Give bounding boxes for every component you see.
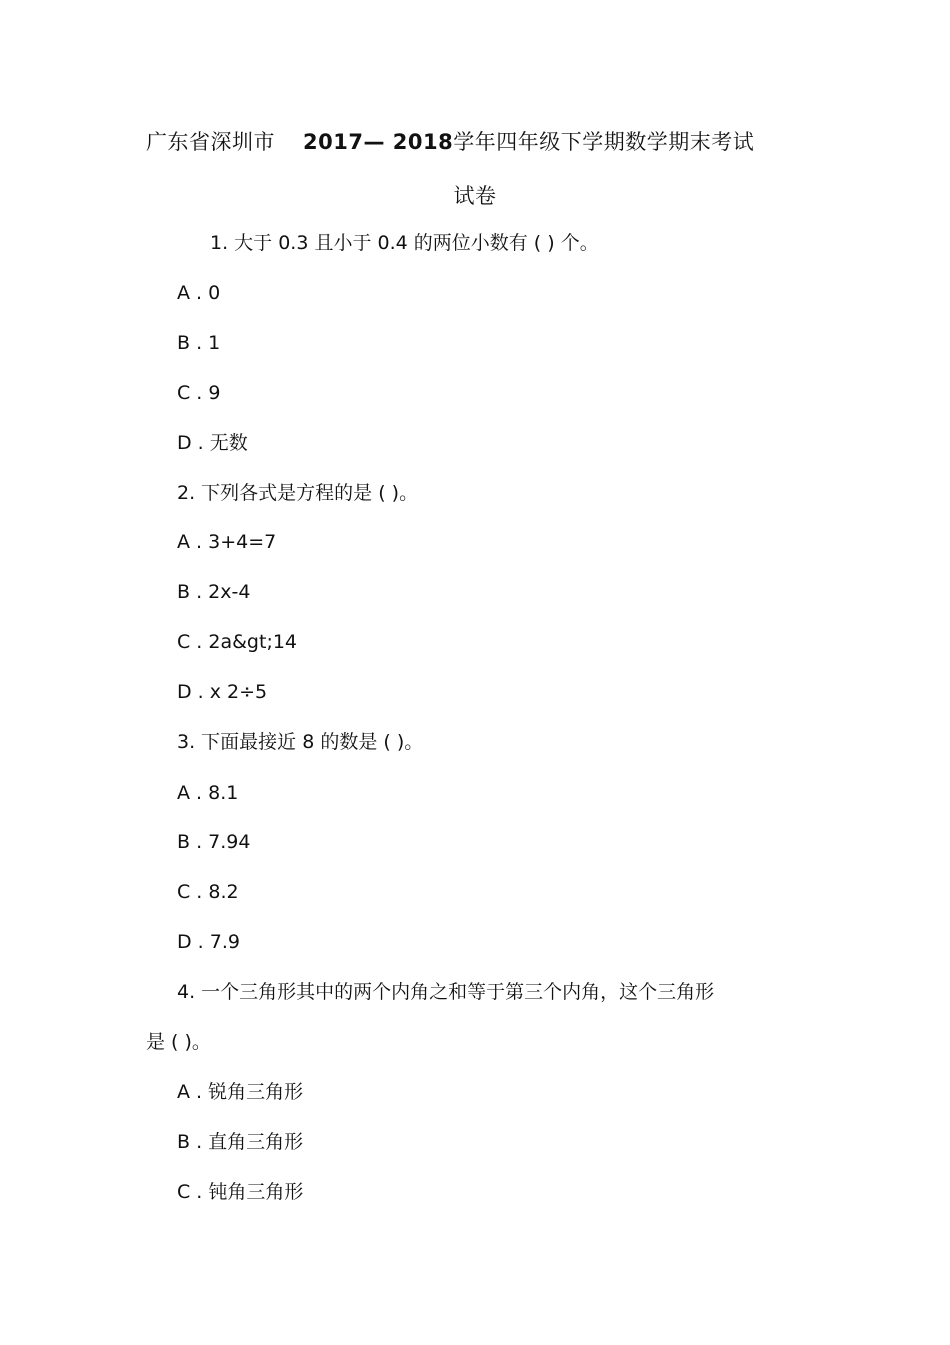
document-title (146, 126, 754, 156)
question-3-option-d: D . 7.9 (177, 931, 240, 953)
question-4-option-b: B . 直角三角形 (177, 1131, 304, 1153)
title-subject: 学年四年级下学期数学期末考试 (453, 130, 755, 154)
question-2-option-a: A . 3+4=7 (177, 531, 277, 553)
question-2-option-b: B . 2x-4 (177, 581, 251, 603)
question-4-option-c: C . 钝角三角形 (177, 1181, 304, 1203)
question-2-stem: 2. 下列各式是方程的是 ( )。 (177, 482, 419, 504)
question-1-stem: 1. 大于 0.3 且小于 0.4 的两位小数有 ( ) 个。 (210, 232, 599, 254)
question-3-option-a: A . 8.1 (177, 782, 239, 804)
title-years: 2017— 2018 (303, 130, 454, 154)
question-1-option-a: A . 0 (177, 282, 221, 304)
question-3-stem: 3. 下面最接近 8 的数是 ( )。 (177, 731, 424, 753)
question-1-option-c: C . 9 (177, 382, 221, 404)
question-3-option-c: C . 8.2 (177, 881, 239, 903)
question-4-option-a: A . 锐角三角形 (177, 1081, 304, 1103)
question-3-option-b: B . 7.94 (177, 831, 251, 853)
question-2-option-d: D . x 2÷5 (177, 681, 268, 703)
question-1-option-b: B . 1 (177, 332, 221, 354)
document-title-continued: 试卷 (453, 184, 497, 208)
title-region: 广东省深圳市 (146, 130, 275, 154)
question-2-option-c: C . 2a&gt;14 (177, 631, 298, 653)
question-1-option-d: D . 无数 (177, 432, 248, 454)
question-4-stem: 4. 一个三角形其中的两个内角之和等于第三个内角，这个三角形 (177, 981, 715, 1003)
question-4-stem-continued: 是 ( )。 (146, 1031, 211, 1053)
